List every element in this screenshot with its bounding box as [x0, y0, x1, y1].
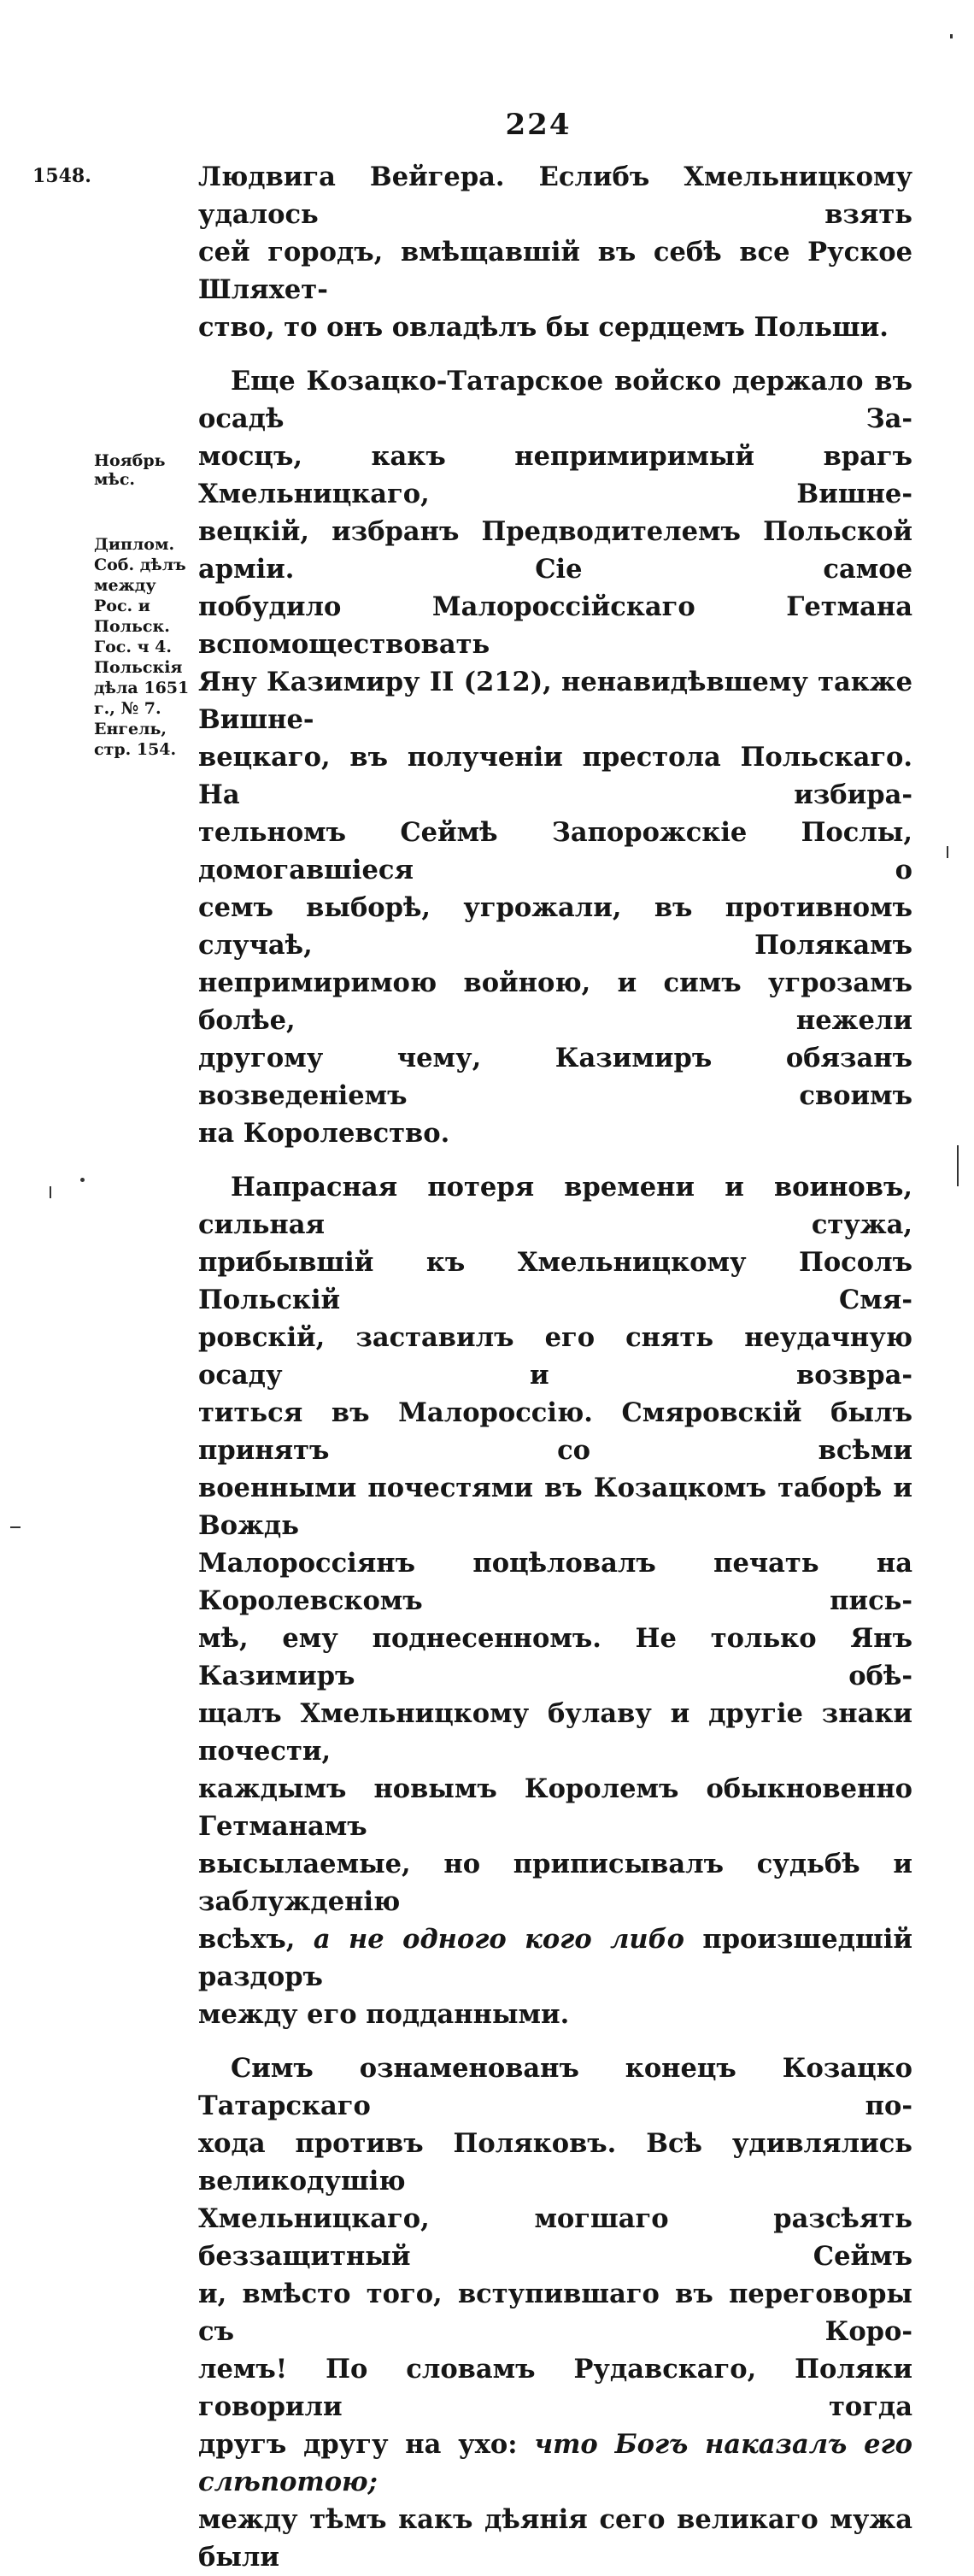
- margin-note-source: [94, 534, 189, 760]
- margin-note-line: Диплом.: [94, 535, 175, 554]
- margin-note-line: Польскія: [94, 658, 183, 677]
- text-line: побудило Малороссійскаго Гетмана вспомоществовать: [198, 591, 912, 660]
- text-line: тельномъ Сеймѣ Запорожскіе Послы, домогавшіеся о: [198, 817, 912, 885]
- text-line: непримиримою войною, и симъ угрозамъ болѣе, нежели: [198, 967, 912, 1036]
- text-line: [198, 1920, 912, 1996]
- margin-note-line: дѣла 1651: [94, 679, 190, 697]
- text-line: хода противъ Поляковъ. Всѣ удивлялись великодушію: [198, 2128, 912, 2197]
- text-line: каждымъ новымъ Королемъ обыкновенно Гетманамъ: [198, 1773, 912, 1842]
- scan-speck: [80, 1178, 85, 1182]
- text-line: титься въ Малороссію. Смяровскій былъ принятъ со всѣми: [198, 1397, 912, 1466]
- text-line: вецкаго, въ полученіи престола Польскаго. На избира-: [198, 742, 912, 810]
- text-segment: другъ другу на ухо:: [198, 2429, 518, 2460]
- text-line: мосцъ, какъ непримиримый врагъ Хмельницкаго, Вишне-: [198, 441, 912, 509]
- text-line: мѣ, ему поднесенномъ. Не только Янъ Казимиръ обѣ-: [198, 1623, 912, 1691]
- margin-note-line: Енгель,: [94, 720, 167, 738]
- text-line: Малороссіянъ поцѣловалъ печать на Королевскомъ пись-: [198, 1548, 912, 1616]
- page-number: 224: [505, 108, 572, 142]
- scan-speck: [957, 1145, 959, 1186]
- italic-phrase: что Богъ наказалъ его слѣпотою;: [198, 2429, 912, 2497]
- text-line: и, вмѣсто того, вступившаго въ переговоры съ Коро-: [198, 2279, 912, 2347]
- margin-note-line: стр. 154.: [94, 740, 177, 759]
- margin-note-line: Гос. ч 4.: [94, 638, 172, 656]
- paragraph-1: [198, 158, 912, 346]
- margin-note-line: Ноябрь: [94, 451, 166, 470]
- text-line: ровскій, заставилъ его снять неудачную осаду и возвра-: [198, 1322, 912, 1391]
- paragraph-4: [198, 2050, 912, 2576]
- margin-note-line: Польск.: [94, 617, 170, 636]
- margin-note-line: Рос. и: [94, 597, 150, 615]
- italic-phrase: а не одного кого либо: [313, 1924, 684, 1955]
- text-line: высылаемые, но приписывалъ судьбѣ и заблужденію: [198, 1849, 912, 1917]
- text-line: вецкій, избранъ Предводителемъ Польской арміи. Сіе самое: [198, 516, 912, 585]
- text-segment: произшедшій раздоръ: [198, 1924, 912, 1992]
- text-line: Людвига Вейгера. Еслибъ Хмельницкому удалось взять: [198, 162, 912, 230]
- paragraph-2: [198, 362, 912, 1152]
- text-line: между тѣмъ какъ дѣянія сего великаго мужа были: [198, 2504, 912, 2573]
- text-line: сей городъ, вмѣщавшій въ себѣ все Руское Шляхет-: [198, 237, 912, 305]
- text-line: прибывшій къ Хмельницкому Посолъ Польскій Смя-: [198, 1247, 912, 1315]
- margin-note-date: [94, 451, 166, 489]
- margin-note-line: мѣс.: [94, 470, 136, 489]
- scan-speck: [10, 1526, 21, 1528]
- text-line: семъ выборѣ, угрожали, въ противномъ случаѣ, Полякамъ: [198, 892, 912, 961]
- text-line: на Королевство.: [198, 1118, 450, 1149]
- text-line: Хмельницкаго, могшаго разсѣять беззащитный Сеймъ: [198, 2203, 912, 2272]
- margin-note-line: г., № 7.: [94, 699, 161, 718]
- scan-speck: [950, 34, 953, 38]
- margin-year: 1548.: [32, 165, 91, 187]
- text-line: щалъ Хмельницкому булаву и другіе знаки почести,: [198, 1698, 912, 1767]
- margin-note-line: Соб. дѣлъ: [94, 556, 186, 574]
- text-line: военными почестями въ Козацкомъ таборѣ и Вождь: [198, 1473, 912, 1541]
- text-line: Напрасная потеря времени и воиновъ, сильная стужа,: [198, 1172, 912, 1240]
- text-line: другому чему, Казимиръ обязанъ возведеніемъ своимъ: [198, 1043, 912, 1111]
- margin-note-line: между: [94, 576, 156, 595]
- body-text: [198, 158, 912, 2576]
- text-line: Яну Казимиру II (212), ненавидѣвшему также Вишне-: [198, 667, 912, 735]
- text-line: между его подданными.: [198, 1999, 570, 2030]
- text-line: Симъ ознаменованъ конецъ Козацко Татарскаго по-: [198, 2053, 912, 2121]
- text-line: ство, то онъ овладѣлъ бы сердцемъ Польши.: [198, 312, 889, 343]
- text-line: Еще Козацко-Татарское войско держало въ осадѣ За-: [198, 366, 912, 434]
- text-line: лемъ! По словамъ Рудавскаго, Поляки говорили тогда: [198, 2354, 912, 2422]
- text-line: [198, 2426, 912, 2501]
- scan-speck: [947, 846, 948, 858]
- paragraph-3: [198, 1168, 912, 2033]
- text-segment: всѣхъ,: [198, 1924, 296, 1955]
- scan-speck: [50, 1186, 51, 1198]
